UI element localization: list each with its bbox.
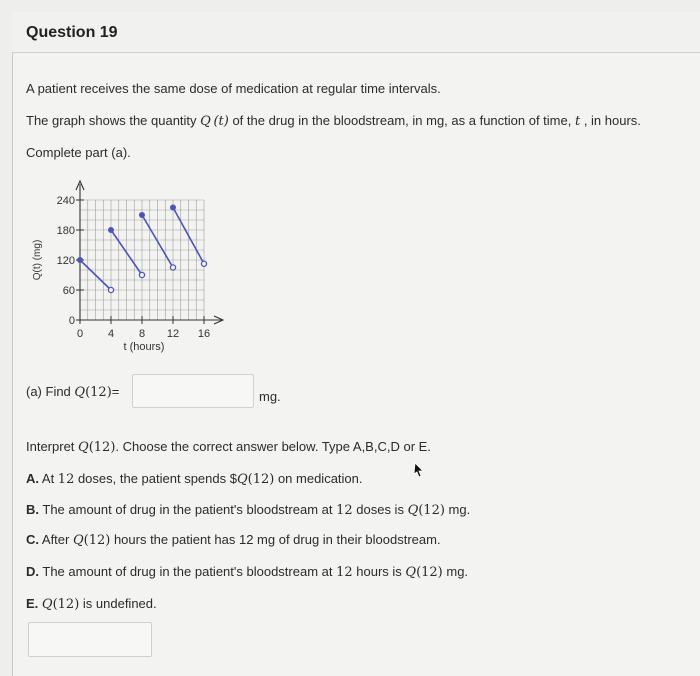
- interpret-prefix: Interpret: [26, 439, 79, 454]
- interpretation-answer-input[interactable]: [28, 622, 152, 657]
- part-a-equals: =: [111, 384, 120, 399]
- option-arg: (12): [52, 597, 80, 612]
- option-arg: (12): [247, 472, 275, 487]
- option-q: Q: [41, 597, 53, 612]
- option-text: hours the patient has 12 mg of drug in their bloodstream.: [110, 532, 441, 547]
- y-tick-label: 180: [56, 225, 75, 237]
- answer-option-a: [26, 471, 363, 487]
- option-number: 12: [336, 503, 353, 518]
- y-axis-label: Q(t) (mg): [32, 239, 43, 281]
- option-text: doses is: [352, 502, 408, 517]
- closed-point: [108, 227, 114, 233]
- mouse-cursor-icon: [412, 462, 426, 478]
- part-a-arg: (12): [85, 385, 112, 400]
- option-text: At: [39, 471, 58, 486]
- y-tick-label: 120: [56, 255, 75, 267]
- option-text: mg.: [442, 564, 469, 579]
- y-tick-label: 60: [62, 285, 75, 297]
- option-text: After: [39, 532, 73, 547]
- t-variable: t: [574, 114, 581, 129]
- option-text: The amount of drug in the patient's bloodstream at: [39, 502, 337, 517]
- closed-point: [139, 212, 145, 218]
- option-letter: C.: [26, 532, 39, 547]
- answer-option-e: [26, 596, 157, 612]
- option-letter: D.: [26, 564, 39, 579]
- problem-text-line2: [26, 113, 641, 129]
- option-q: Q: [72, 533, 84, 548]
- question-title: Question 19: [26, 24, 118, 41]
- interpret-arg: (12): [88, 440, 116, 455]
- interpret-prompt: [26, 439, 431, 455]
- answer-option-c: [26, 532, 441, 548]
- closed-point: [77, 257, 83, 263]
- interpret-suffix: . Choose the correct answer below. Type A,B,C,D or E.: [115, 439, 431, 454]
- interpret-q: Q: [78, 440, 89, 455]
- x-tick-label: 16: [197, 328, 211, 340]
- option-number: 12: [336, 565, 353, 580]
- answer-option-b: [26, 502, 470, 518]
- drug-quantity-graph: [26, 170, 246, 365]
- option-arg: (12): [416, 565, 443, 580]
- x-tick-label: 12: [166, 328, 180, 340]
- part-a-unit: mg.: [259, 389, 281, 404]
- open-point: [139, 272, 144, 277]
- problem-text-line3: Complete part (a).: [26, 145, 131, 160]
- option-q: Q: [236, 472, 248, 487]
- part-a-label: [26, 384, 119, 400]
- part-a-q: Q: [74, 385, 86, 400]
- line2-middle: of the drug in the bloodstream, in mg, as a function of time,: [228, 113, 575, 128]
- option-letter: E.: [26, 596, 39, 611]
- x-axis-label: t (hours): [123, 341, 165, 353]
- option-text: mg.: [444, 502, 471, 517]
- option-text: hours is: [352, 564, 406, 579]
- open-point: [201, 261, 206, 266]
- open-point: [170, 265, 175, 270]
- part-a-prefix: (a) Find: [26, 384, 75, 399]
- option-letter: B.: [26, 502, 39, 517]
- answer-option-d: [26, 564, 468, 580]
- option-text: is undefined.: [79, 596, 157, 611]
- option-q: Q: [405, 565, 417, 580]
- line2-suffix: , in hours.: [580, 113, 641, 128]
- x-tick-label: 0: [76, 328, 84, 340]
- option-letter: A.: [26, 471, 39, 486]
- open-point: [108, 287, 113, 292]
- option-text: The amount of drug in the patient's bloodstream at: [39, 564, 337, 579]
- x-tick-label: 4: [107, 328, 115, 340]
- option-q: Q: [407, 503, 419, 518]
- option-text: doses, the patient spends $: [74, 471, 237, 486]
- option-number: 12: [57, 472, 75, 487]
- closed-point: [170, 205, 176, 211]
- option-arg: (12): [83, 533, 111, 548]
- problem-text-line1: A patient receives the same dose of medication at regular time intervals.: [26, 81, 441, 96]
- x-tick-label: 8: [138, 328, 146, 340]
- q-symbol: Q: [200, 114, 211, 129]
- y-tick-label: 0: [68, 315, 75, 327]
- t-argument: (t): [213, 114, 229, 129]
- option-arg: (12): [418, 503, 445, 518]
- part-a-answer-input[interactable]: [132, 374, 254, 408]
- option-text: on medication.: [274, 471, 363, 486]
- y-tick-label: 240: [56, 195, 75, 207]
- line2-prefix: The graph shows the quantity: [26, 113, 201, 128]
